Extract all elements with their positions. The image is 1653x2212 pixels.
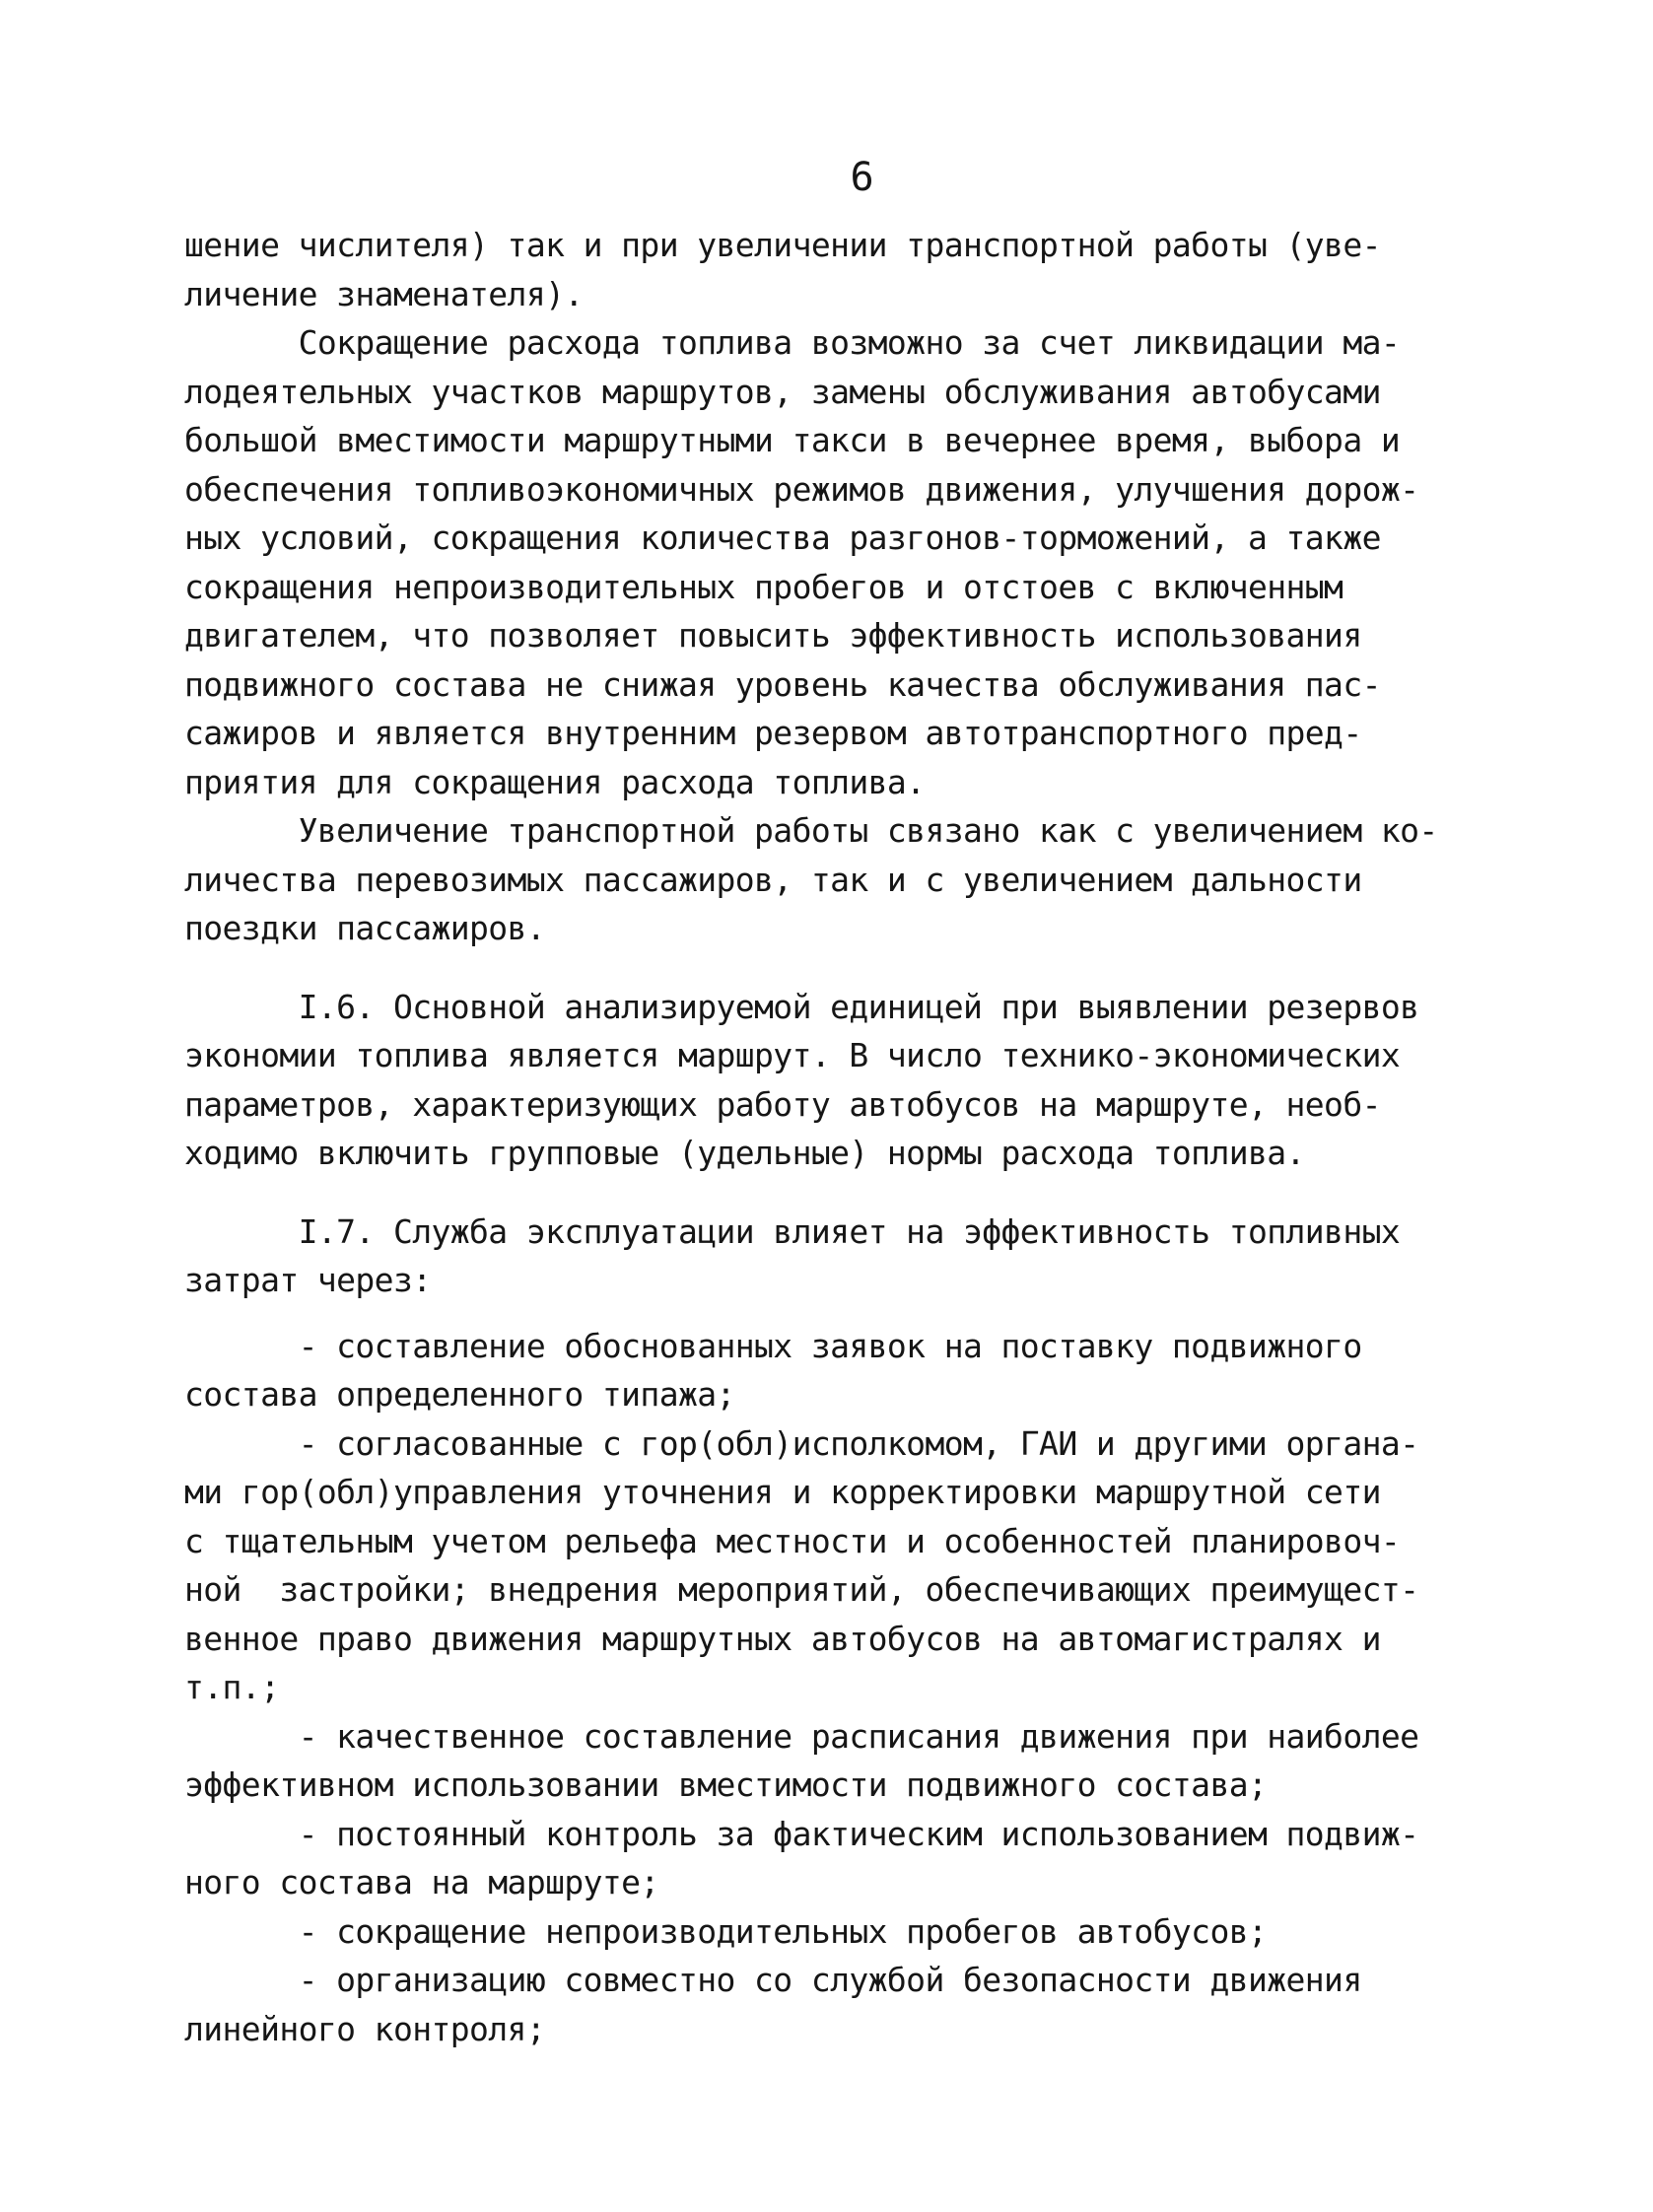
text-line: венное право движения маршрутных автобусов на автомагистралях и: [184, 1619, 1381, 1658]
paragraph: [184, 983, 1505, 1178]
text-line: обеспечения топливоэкономичных режимов движения, улучшения дорож-: [184, 469, 1419, 509]
text-line: т.п.;: [184, 1668, 280, 1706]
text-line: ных условий, сокращения количества разгонов-торможений, а также: [184, 518, 1381, 557]
text-line: экономии топлива является маршрут. В число технико-экономических: [184, 1036, 1401, 1074]
paragraph: [184, 318, 1505, 806]
paragraph: [184, 1322, 1505, 1419]
paragraph: [184, 1712, 1505, 1810]
paragraph: [184, 1907, 1505, 1957]
paragraph: [184, 221, 1505, 318]
text-line: - организацию совместно со службой безопасности движения: [184, 1961, 1362, 1999]
paragraph-spacer: [184, 953, 1505, 983]
paragraph: [184, 1208, 1505, 1305]
text-line: личение знаменателя).: [184, 274, 584, 313]
text-line: Увеличение транспортной работы связано как с увеличением ко-: [184, 811, 1438, 850]
text-line: подвижного состава не снижая уровень качества обслуживания пас-: [184, 664, 1381, 704]
text-line: приятия для сокращения расхода топлива.: [184, 762, 926, 801]
text-line: - сокращение непроизводительных пробегов автобусов;: [184, 1911, 1268, 1951]
text-line: I.7. Служба эксплуатации влияет на эффективность топливных: [184, 1211, 1401, 1251]
text-line: сокращения непроизводительных пробегов и отстоев с включенным: [184, 567, 1343, 606]
text-line: сажиров и является внутренним резервом автотранспортного пред-: [184, 714, 1362, 752]
text-line: ми гор(обл)управления уточнения и корректировки маршрутной сети: [184, 1473, 1381, 1511]
paragraph: [184, 1810, 1505, 1907]
text-line: - постоянный контроль за фактическим использованием подвиж-: [184, 1814, 1419, 1853]
text-line: лодеятельных участков маршрутов, замены обслуживания автобусами: [184, 372, 1381, 411]
text-line: I.6. Основной анализируемой единицей при выявлении резервов: [184, 987, 1419, 1026]
text-line: - составление обоснованных заявок на поставку подвижного: [184, 1326, 1362, 1365]
document-body: [184, 221, 1505, 2053]
text-line: личества перевозимых пассажиров, так и с увеличением дальности: [184, 860, 1362, 899]
text-line: ной застройки; внедрения мероприятий, обеспечивающих преимущест-: [184, 1570, 1419, 1609]
text-line: состава определенного типажа;: [184, 1375, 735, 1414]
text-line: с тщательным учетом рельефа местности и особенностей планировоч-: [184, 1521, 1401, 1560]
paragraph: [184, 806, 1505, 953]
text-line: затрат через:: [184, 1261, 432, 1299]
text-line: Сокращение расхода топлива возможно за счет ликвидации ма-: [184, 323, 1401, 362]
text-line: линейного контроля;: [184, 2009, 546, 2048]
paragraph: [184, 1419, 1505, 1712]
text-line: ного состава на маршруте;: [184, 1863, 659, 1901]
paragraph: [184, 1956, 1505, 2053]
text-line: - согласованные с гор(обл)исполкомом, ГАИ и другими органа-: [184, 1423, 1419, 1463]
paragraph-spacer: [184, 1178, 1505, 1208]
text-line: ходимо включить групповые (удельные) нормы расхода топлива.: [184, 1134, 1305, 1172]
text-line: параметров, характеризующих работу автобусов на маршруте, необ-: [184, 1084, 1381, 1124]
paragraph-spacer: [184, 1305, 1505, 1322]
text-line: двигателем, что позволяет повысить эффективность использования: [184, 616, 1362, 655]
text-line: поездки пассажиров.: [184, 909, 546, 947]
page-number: 6: [850, 155, 874, 200]
text-line: эффективном использовании вместимости подвижного состава;: [184, 1765, 1268, 1804]
text-line: шение числителя) так и при увеличении транспортной работы (уве-: [184, 226, 1381, 264]
text-line: большой вместимости маршрутными такси в вечернее время, выбора и: [184, 421, 1401, 459]
text-line: - качественное составление расписания движения при наиболее: [184, 1716, 1419, 1756]
